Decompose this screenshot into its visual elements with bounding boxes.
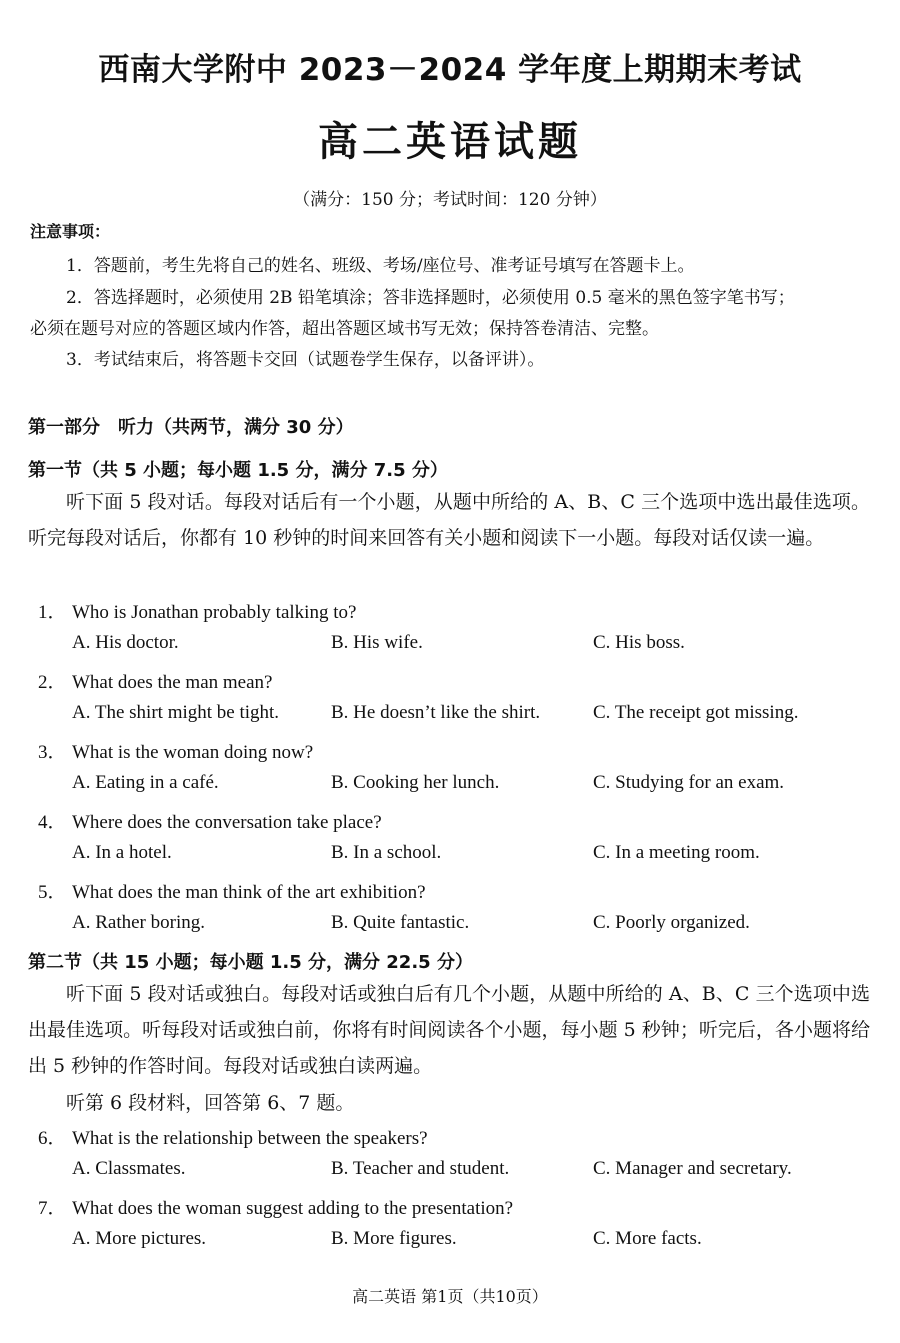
option-b: B. His wife. xyxy=(331,632,423,653)
question-number: 4． xyxy=(38,812,67,833)
question-text: What is the woman doing now? xyxy=(72,742,314,763)
part1-heading: 第一部分 听力（共两节，满分 30 分） xyxy=(28,417,354,438)
option-b: B. He doesn’t like the shirt. xyxy=(331,702,541,723)
option-a: A. His doctor. xyxy=(72,632,179,653)
question-5 xyxy=(38,877,426,904)
note-1: 1．答题前，考生先将自己的姓名、班级、考场/座位号、准考证号填写在答题卡上。 xyxy=(66,256,695,276)
question-number: 6． xyxy=(38,1128,67,1149)
option-c: C. His boss. xyxy=(593,632,685,653)
page-footer: 高二英语 第1页（共10页） xyxy=(352,1287,548,1306)
question-text: What does the man think of the art exhibition? xyxy=(72,882,426,903)
option-b: B. More figures. xyxy=(331,1228,457,1249)
subject-title: 高二英语试题 xyxy=(318,119,582,165)
question-7 xyxy=(38,1193,513,1220)
question-number: 3． xyxy=(38,742,67,763)
option-b: B. Quite fantastic. xyxy=(331,912,470,933)
option-a: A. Classmates. xyxy=(72,1158,186,1179)
option-c: C. More facts. xyxy=(593,1228,702,1249)
note-2: 2．答选择题时，必须使用 2B 铅笔填涂；答非选择题时，必须使用 0.5 毫米的黑色签字笔书写； xyxy=(66,288,795,308)
option-c: C. In a meeting room. xyxy=(593,842,760,863)
option-a: A. Eating in a café. xyxy=(72,772,219,793)
question-text: Who is Jonathan probably talking to? xyxy=(72,602,357,623)
section1-instructions: 听下面 5 段对话。每段对话后有一个小题，从题中所给的 A、B、C 三个选项中选出最佳选项。听完每段对话后，你都有 10 秒钟的时间来回答有关小题和阅读下一小题。每段对话仅读一遍。 xyxy=(28,491,870,549)
section1-heading: 第一节（共 5 小题；每小题 1.5 分，满分 7.5 分） xyxy=(28,460,448,481)
question-1 xyxy=(38,597,356,624)
exam-title: 西南大学附中 2023－2024 学年度上期期末考试 xyxy=(98,52,802,88)
option-c: C. Poorly organized. xyxy=(593,912,750,933)
option-b: B. Cooking her lunch. xyxy=(331,772,500,793)
question-6 xyxy=(38,1123,428,1150)
question-number: 1． xyxy=(38,602,67,623)
option-a: A. More pictures. xyxy=(72,1228,207,1249)
option-a: A. Rather boring. xyxy=(72,912,205,933)
option-b: B. Teacher and student. xyxy=(331,1158,510,1179)
question-number: 2． xyxy=(38,672,67,693)
note-3: 3．考试结束后，将答题卡交回（试题卷学生保存，以备评讲）。 xyxy=(66,350,545,370)
option-c: C. Studying for an exam. xyxy=(593,772,785,793)
section2-heading: 第二节（共 15 小题；每小题 1.5 分，满分 22.5 分） xyxy=(28,952,473,973)
option-c: C. The receipt got missing. xyxy=(593,702,799,723)
question-text: Where does the conversation take place? xyxy=(72,812,382,833)
material-6-instruction: 听第 6 段材料，回答第 6、7 题。 xyxy=(66,1092,355,1114)
question-text: What does the woman suggest adding to the presentation? xyxy=(72,1198,514,1219)
notes-heading: 注意事项： xyxy=(30,222,111,241)
option-a: A. The shirt might be tight. xyxy=(72,702,280,723)
option-b: B. In a school. xyxy=(331,842,442,863)
option-a: A. In a hotel. xyxy=(72,842,172,863)
question-text: What does the man mean? xyxy=(72,672,273,693)
question-text: What is the relationship between the speakers? xyxy=(72,1128,428,1149)
option-c: C. Manager and secretary. xyxy=(593,1158,792,1179)
question-3 xyxy=(38,737,313,764)
question-number: 5． xyxy=(38,882,67,903)
question-2 xyxy=(38,667,272,694)
question-number: 7． xyxy=(38,1198,67,1219)
question-4 xyxy=(38,807,382,834)
exam-info: （满分：150 分；考试时间：120 分钟） xyxy=(293,190,607,210)
section2-instructions: 听下面 5 段对话或独白。每段对话或独白后有几个小题，从题中所给的 A、B、C 三个选项中选出最佳选项。听每段对话或独白前，你将有时间阅读各个小题，每小题 5 秒钟；听完后，各小题将给出 5 秒钟的作答时间。每段对话或独白读两遍。 xyxy=(28,983,870,1077)
note-2-cont: 必须在题号对应的答题区域内作答，超出答题区域书写无效；保持答卷清洁、完整。 xyxy=(30,319,659,339)
